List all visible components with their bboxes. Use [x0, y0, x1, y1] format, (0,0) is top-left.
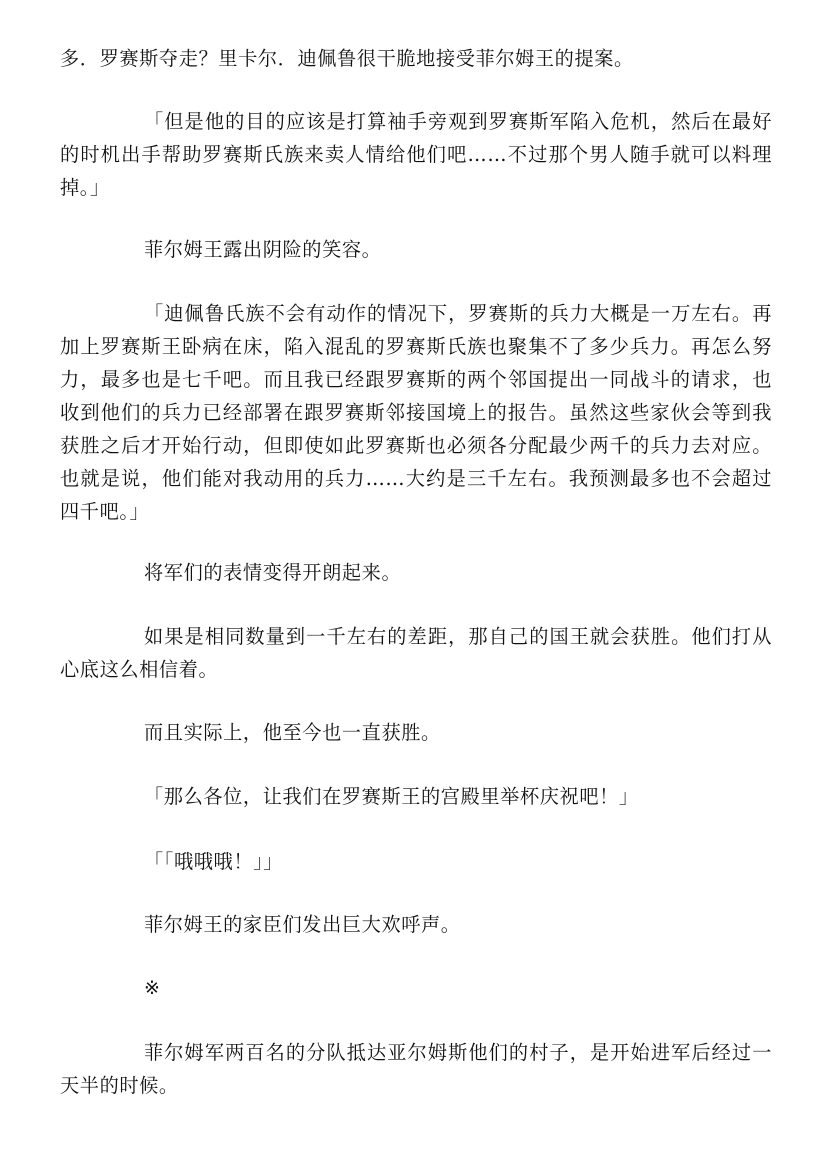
paragraph-narration-1: 菲尔姆王露出阴险的笑容。: [144, 238, 382, 261]
paragraph-dialogue-2: 「迪佩鲁氏族不会有动作的情况下，罗赛斯的兵力大概是一万左右。再加上罗赛斯王卧病在床，陷入混乱的罗赛斯氏族也聚集不了多少兵力。再怎么努力，最多也是七千吧。而且我已经跟罗赛斯的两个邻国提出一同战斗的请求，也收到他们的兵力已经部署在跟罗赛斯邻接国境上的报告。虽然这些家伙会等到我获胜之后才开始行动，但即使如此罗赛斯也必须各分配最少两千的兵力去对应。也就是说，他们能对我动用的兵力……大约是三千左右。我预测最多也不会超过四千吧。」: [60, 302, 772, 523]
paragraph-dialogue-3: 「那么各位，让我们在罗赛斯王的宫殿里举杯庆祝吧！」: [144, 785, 639, 808]
paragraph-narration-6: 菲尔姆军两百名的分队抵达亚尔姆斯他们的村子，是开始进军后经过一天半的时候。: [60, 1041, 772, 1097]
scene-break-mark: ※: [144, 977, 160, 999]
paragraph-dialogue-1: 「但是他的目的应该是打算袖手旁观到罗赛斯军陷入危机，然后在最好的时机出手帮助罗赛斯氏族来卖人情给他们吧……不过那个男人随手就可以料理掉。」: [60, 110, 772, 199]
paragraph-narration-5: 菲尔姆王的家臣们发出巨大欢呼声。: [144, 913, 461, 936]
paragraph-narration-2: 将军们的表情变得开朗起来。: [144, 561, 402, 584]
paragraph-dialogue-4: 「「哦哦哦！」」: [144, 850, 284, 873]
paragraph-continuation: 多．罗赛斯夺走？里卡尔．迪佩鲁很干脆地接受菲尔姆王的提案。: [60, 47, 634, 70]
paragraph-narration-3: 如果是相同数量到一千左右的差距，那自己的国王就会获胜。他们打从心底这么相信着。: [60, 625, 772, 681]
paragraph-narration-4: 而且实际上，他至今也一直获胜。: [144, 721, 441, 744]
